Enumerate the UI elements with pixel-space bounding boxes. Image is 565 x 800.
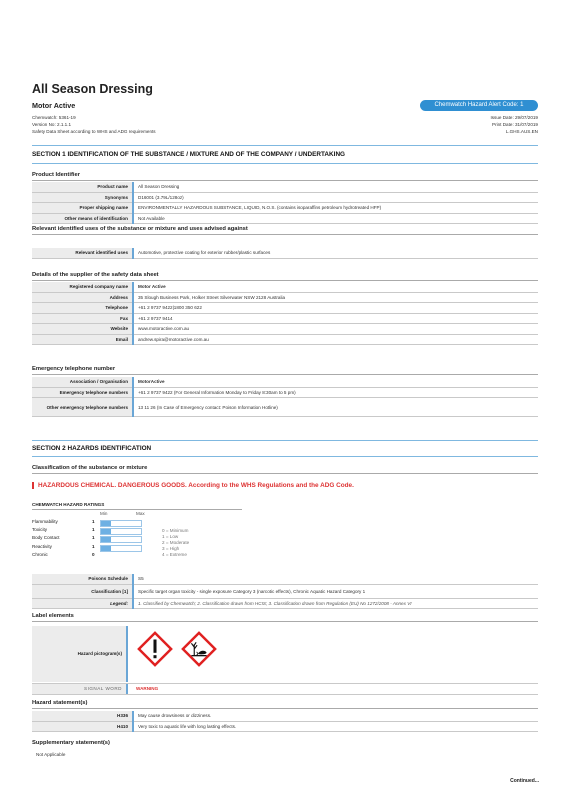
row-value: ENVIRONMENTALLY HAZARDOUS SUBSTANCE, LIQUID, N.O.S. (contains isoparaffins petroleum hydrotreated HFP): [133, 203, 538, 214]
row-label: Poisons Schedule: [32, 574, 133, 584]
signal-word-value: WARNING: [136, 686, 159, 691]
continued-label: Continued...: [510, 778, 539, 784]
rating-bar: [100, 520, 142, 527]
hazard-banner: HAZARDOUS CHEMICAL. DANGEROUS GOODS. According to the WHS Regulations and the ADG Code.: [32, 482, 354, 489]
hazard-statements-title: Hazard statement(s): [32, 700, 88, 706]
rating-value: 1: [92, 543, 95, 549]
classification-table: [32, 574, 538, 609]
locale-code: L.GHS.AUS.EN: [505, 129, 538, 134]
hazard-ratings-title: CHEMWATCH HAZARD RATINGS: [32, 502, 242, 510]
emergency-title: Emergency telephone number: [32, 366, 116, 372]
hazard-rating-row: [32, 535, 252, 543]
table-row: [32, 213, 538, 224]
classification-title: Classification of the substance or mixture: [32, 465, 148, 471]
rating-bar-fill: [101, 521, 111, 526]
divider: [32, 280, 538, 281]
rating-bar: [100, 528, 142, 535]
table-row: [32, 574, 538, 584]
row-value: Specific target organ toxicity - single exposure Category 3 (narcotic effects), Chronic Aquatic Hazard Category 1: [133, 584, 538, 598]
divider: [32, 234, 538, 235]
row-value: Not Available: [133, 213, 538, 224]
row-label: Legend:: [32, 598, 133, 609]
row-value: MotorActive: [133, 377, 538, 387]
environment-icon: [180, 630, 218, 668]
sds-standard: Safety Data Sheet according to WHS and ADG requirements: [32, 129, 156, 134]
hazard-rating-row: [32, 552, 252, 560]
rating-key-item: 4 = Extreme: [162, 552, 187, 557]
rating-bar: [100, 536, 142, 543]
row-label: Address: [32, 292, 133, 303]
website-link[interactable]: www.motoractive.com.au: [133, 324, 538, 335]
version-number: Version No: 2.1.1.1: [32, 122, 72, 127]
supplier-title: Details of the supplier of the safety data sheet: [32, 272, 159, 278]
statement-text: May cause drowsiness or dizziness.: [133, 711, 538, 721]
table-row: [32, 377, 538, 387]
supplementary-value: Not Applicable: [36, 752, 66, 757]
row-value: All Season Dressing: [133, 182, 538, 192]
relevant-uses-title: Relevant identified uses of the substance or mixture and uses advised against: [32, 226, 248, 232]
rating-key-item: 1 = Low: [162, 534, 179, 539]
row-label: Emergency telephone numbers: [32, 387, 133, 398]
supplier-table: [32, 282, 538, 345]
rating-bar-fill: [101, 546, 111, 551]
rating-bar: [100, 545, 142, 552]
row-value: S5: [133, 574, 538, 584]
rating-value: 1: [92, 519, 95, 524]
divider: [32, 708, 538, 709]
row-label: Synonyms: [32, 192, 133, 203]
divider: [32, 621, 538, 622]
rating-bar-fill: [101, 537, 111, 542]
document-meta-right: [490, 114, 538, 135]
pictogram-label: Hazard pictogram(s): [32, 626, 128, 682]
row-value: Automotive, protective coating for exterior rubber/plastic surfaces: [133, 248, 538, 258]
hazard-pictograms-row: [32, 626, 538, 682]
rating-key-item: 3 = High: [162, 546, 180, 551]
row-value: D16001 (3.79L/128oz): [133, 192, 538, 203]
row-label: Product name: [32, 182, 133, 192]
hazard-rating-row: [32, 519, 252, 527]
divider: [32, 473, 538, 474]
table-row: [32, 324, 538, 335]
row-label: Association / Organisation: [32, 377, 133, 387]
hazard-statements-table: [32, 711, 538, 732]
row-label: Telephone: [32, 303, 133, 314]
row-label: Classification [1]: [32, 584, 133, 598]
table-row: [32, 387, 538, 398]
hazard-rating-row: [32, 527, 252, 535]
row-label: Email: [32, 334, 133, 345]
print-date: Print Date: 31/07/2019: [492, 122, 538, 127]
table-row: [32, 282, 538, 292]
rating-max-label: Max: [136, 511, 145, 516]
header-divider: [32, 145, 538, 146]
product-identifier-table: [32, 182, 538, 224]
email-link[interactable]: andrew.spira@motoractive.com.au: [133, 334, 538, 345]
section-2-top-divider: [32, 440, 538, 441]
row-value: 13 11 26 (In Case of Emergency contact: Poison Information Hotline): [133, 398, 538, 417]
statement-code: H410: [32, 721, 133, 732]
rating-label: Body Contact: [32, 535, 60, 541]
row-label: Website: [32, 324, 133, 335]
row-value: 35 Slough Business Park, Holker Street Silverwater NSW 2128 Australia: [133, 292, 538, 303]
rating-label: Toxicity: [32, 527, 48, 533]
section-1-title: SECTION 1 IDENTIFICATION OF THE SUBSTANCE / MIXTURE AND OF THE COMPANY / UNDERTAKING: [32, 151, 346, 158]
row-label: Registered company name: [32, 282, 133, 292]
row-label: Proper shipping name: [32, 203, 133, 214]
signal-word-row: [32, 683, 538, 695]
row-label: Other means of identification: [32, 213, 133, 224]
document-meta-left: [32, 114, 156, 135]
row-value: +61 2 9737 9414: [133, 313, 538, 324]
table-row: [32, 584, 538, 598]
rating-label: Flammability: [32, 519, 58, 524]
table-row: [32, 203, 538, 214]
table-row: [32, 711, 538, 721]
label-elements-title: Label elements: [32, 613, 74, 619]
exclamation-mark-icon: [136, 630, 174, 668]
table-row: [32, 292, 538, 303]
row-label: Relevant identified uses: [32, 248, 133, 258]
rating-value: 0: [92, 551, 95, 557]
row-value: 1. Classified by Chemwatch; 2. Classification drawn from HCIS; 3. Classification drawn from Regulation (EU) No 1272/2008 - Annex VI: [133, 598, 538, 609]
table-row: [32, 192, 538, 203]
section-1-divider: [32, 163, 538, 164]
table-row: [32, 182, 538, 192]
rating-key-item: 2 = Moderate: [162, 540, 190, 545]
row-value: +61 2 9737 9422|1800 350 622: [133, 303, 538, 314]
statement-code: H336: [32, 711, 133, 721]
row-value: +61 2 9737 9422 (For General Information Monday to Friday 8:30am to 5 pm): [133, 387, 538, 398]
row-label: Other emergency telephone numbers: [32, 398, 133, 417]
divider: [32, 374, 538, 375]
rating-key-item: 0 = Minimum: [162, 528, 189, 533]
row-label: Fax: [32, 313, 133, 324]
product-identifier-title: Product Identifier: [32, 172, 80, 178]
statement-text: Very toxic to aquatic life with long lasting effects.: [133, 721, 538, 732]
table-row: [32, 334, 538, 345]
divider: [32, 180, 538, 181]
hazard-rating-row: [32, 544, 252, 552]
table-row: [32, 303, 538, 314]
emergency-table: [32, 377, 538, 417]
product-title: All Season Dressing: [32, 82, 153, 96]
chemwatch-id: Chemwatch: 5361-19: [32, 115, 76, 120]
relevant-uses-table: [32, 248, 538, 259]
table-row: [32, 248, 538, 258]
hazard-alert-badge: Chemwatch Hazard Alert Code: 1: [420, 100, 538, 111]
rating-label: Reactivity: [32, 543, 52, 549]
issue-date: Issue Date: 29/07/2019: [490, 115, 538, 120]
rating-value: 1: [92, 527, 95, 533]
section-2-title: SECTION 2 HAZARDS IDENTIFICATION: [32, 445, 152, 452]
table-row: [32, 313, 538, 324]
row-value: Motor Active: [133, 282, 538, 292]
rating-value: 1: [92, 535, 95, 541]
table-row: [32, 721, 538, 732]
supplementary-title: Supplementary statement(s): [32, 740, 110, 746]
signal-word-label: SIGNAL WORD: [32, 684, 128, 694]
rating-label: Chronic: [32, 551, 48, 557]
table-row: [32, 398, 538, 417]
table-row: [32, 598, 538, 609]
section-2-divider: [32, 456, 538, 457]
rating-bar-fill: [101, 529, 111, 534]
company-name: Motor Active: [32, 101, 76, 110]
rating-min-label: Min: [100, 511, 108, 516]
rating-key: [162, 528, 189, 558]
